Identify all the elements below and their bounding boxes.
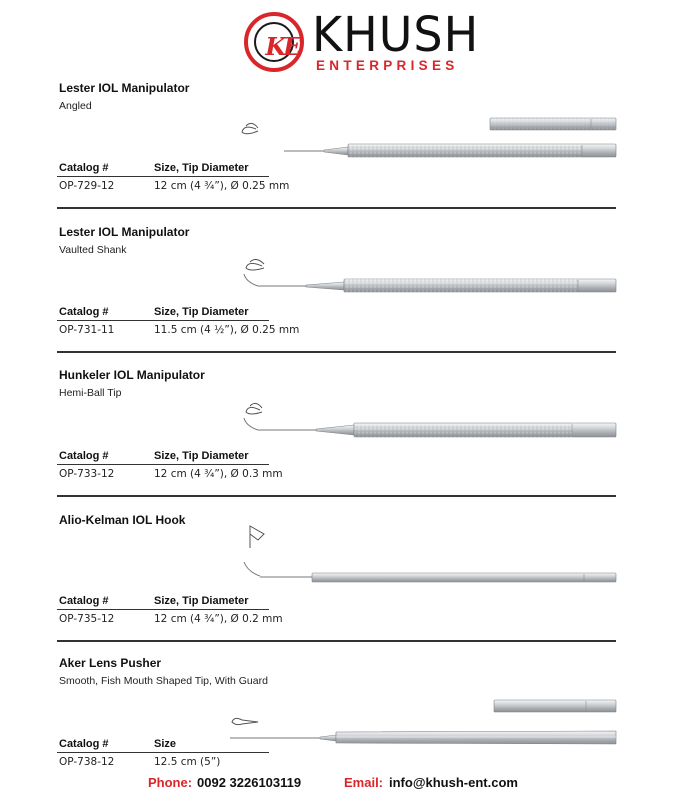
catalog-number: OP-735-12 [59,613,115,625]
logo-emblem [244,12,304,72]
column-header-size: Size, Tip Diameter [154,595,249,607]
column-header-size: Size [154,738,177,750]
section-divider [57,640,616,642]
product-subtitle: Hemi-Ball Tip [59,387,122,399]
size-value: 12.5 cm (5”) [154,756,221,768]
product-block [0,358,689,501]
product-title: Lester IOL Manipulator [59,225,190,239]
product-title: Alio-Kelman IOL Hook [59,513,186,527]
brand-tagline: ENTERPRISES [316,58,459,73]
product-subtitle: Vaulted Shank [59,244,127,256]
brand-name: KHUSH [312,5,480,63]
section-divider [57,351,616,353]
product-title: Lester IOL Manipulator [59,81,190,95]
product-subtitle: Smooth, Fish Mouth Shaped Tip, With Guard [59,675,268,687]
table-rule [57,464,269,465]
column-header-catalog: Catalog # [59,450,109,462]
column-header-catalog: Catalog # [59,162,109,174]
logo-monogram: KE [265,32,299,61]
instrument-image [236,394,621,446]
instrument-image [224,698,620,746]
email-label: Email: [344,775,384,790]
column-header-catalog: Catalog # [59,738,109,750]
size-value: 12 cm (4 ¾”), Ø 0.25 mm [154,180,290,192]
column-header-size: Size, Tip Diameter [154,450,249,462]
instrument-image [236,520,621,590]
column-header-catalog: Catalog # [59,306,109,318]
instrument-image [236,248,621,302]
table-rule [57,609,269,610]
table-rule [57,176,269,177]
table-rule [57,320,269,321]
product-title: Aker Lens Pusher [59,656,162,670]
column-header-catalog: Catalog # [59,595,109,607]
section-divider [57,207,616,209]
phone-label: Phone: [148,775,193,790]
product-title: Hunkeler IOL Manipulator [59,368,205,382]
phone-number[interactable]: 0092 3226103119 [197,775,302,790]
product-block [0,214,689,357]
product-block [0,70,689,213]
size-value: 11.5 cm (4 ½”), Ø 0.25 mm [154,324,300,336]
column-header-size: Size, Tip Diameter [154,306,249,318]
catalog-number: OP-729-12 [59,180,115,192]
catalog-number: OP-733-12 [59,468,115,480]
instrument-image [236,110,621,158]
column-header-size: Size, Tip Diameter [154,162,249,174]
size-value: 12 cm (4 ¾”), Ø 0.3 mm [154,468,283,480]
email-address[interactable]: info@khush-ent.com [389,775,518,790]
logo-ring [254,22,299,62]
product-block [0,646,689,770]
section-divider [57,495,616,497]
table-rule [57,752,269,753]
product-block [0,502,689,645]
catalog-number: OP-731-11 [59,324,115,336]
size-value: 12 cm (4 ¾”), Ø 0.2 mm [154,613,283,625]
catalog-number: OP-738-12 [59,756,115,768]
product-subtitle: Angled [59,100,92,112]
contact-footer [0,772,689,794]
